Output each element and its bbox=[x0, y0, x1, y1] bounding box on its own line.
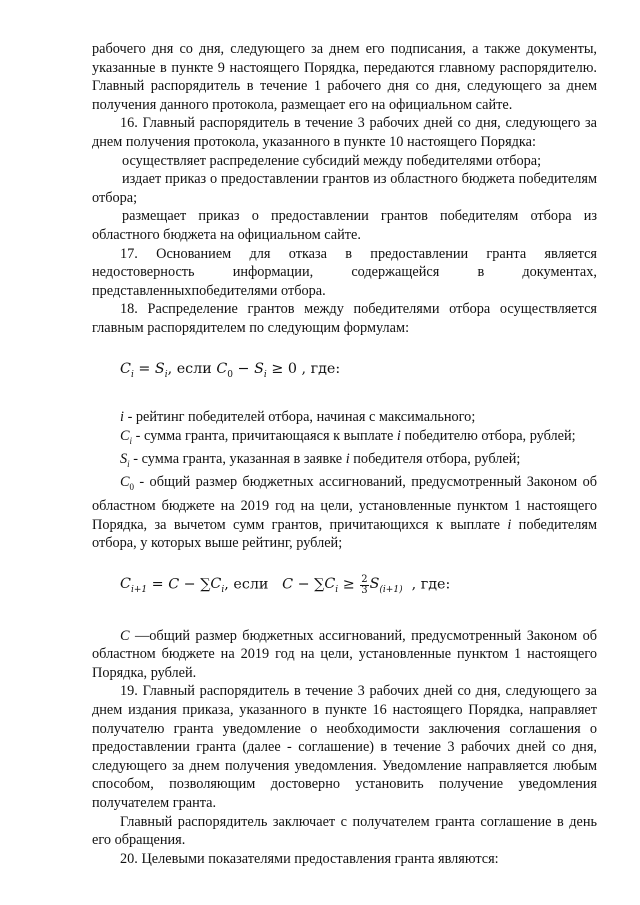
paragraph-16-item-2: издает приказ о предоставлении грантов из областного бюджета победителям отбора; bbox=[92, 171, 597, 206]
paragraph-19: 19. Главный распорядитель в течение 3 рабочих дней со дня, следующего за днем издания приказа, указанного в пункте 16 настоящего Порядка, направляет получателю гранта уведомление о необходимости заключения соглашения о предоставлении гранта (далее - соглашение) в течение 3 рабочих дней со дня, следующего за днем получения уведомления. Уведомление направляется любым способом, позволяющим достоверно установить получение уведомления получателем гранта. bbox=[92, 683, 597, 811]
paragraph-16-item-1: осуществляет распределение субсидий между победителями отбора; bbox=[122, 152, 542, 169]
definition-c0: $C_0$ - общий размер бюджетных ассигнований, предусмотренный Законом об областном бюджете на 2019 год на цели, установленные пунктом 1 настоящего Порядка, за вычетом сумм грантов, причитающихся к выплате i победителям отбора, у которых выше рейтинг, рублей; bbox=[92, 474, 597, 552]
formula-1-suffix: , где: bbox=[301, 360, 341, 377]
formula-2-suffix: , где: bbox=[411, 576, 451, 593]
definition-c: C —общий размер бюджетных ассигнований, предусмотренный Законом об областном бюджете на 2019 год на цели, установленные пунктом 1 настоящего Порядка, рублей. bbox=[92, 627, 598, 681]
paragraph-16: 16. Главный распорядитель в течение 3 рабочих дней со дня, следующего за днем получения протокола, указанного в пункте 10 настоящего Порядка: bbox=[92, 115, 597, 150]
paragraph-19-second: Главный распорядитель заключает с получателем гранта соглашение в день его обращения. bbox=[92, 813, 597, 849]
paragraph-18: 18. Распределение грантов между победителями отбора осуществляется главным распорядителем по следующим формулам: bbox=[92, 301, 597, 336]
paragraph-continuation: рабочего дня со дня, следующего за днем его подписания, а также документы, указанные в пункте 9 настоящего Порядка, передаются главному распорядителю. Главный распорядитель в течение 1 рабочего дня со дня, следующего за днем получения данного протокола, размещает его на официальном сайте. bbox=[92, 41, 597, 113]
document-page bbox=[92, 40, 597, 868]
definition-i: i - рейтинг победителей отбора, начиная с максимального; bbox=[120, 408, 476, 425]
definition-ci: $C_i$ - сумма гранта, причитающаяся к выплате i победителю отбора, рублей; bbox=[120, 427, 576, 446]
paragraph-16-item-3: размещает приказ о предоставлении грантов победителям отбора из областного бюджета на официальном сайте. bbox=[92, 208, 597, 243]
paragraph-17: 17. Основанием для отказа в предоставлении гранта является недостоверность информации, содержащейся в документах, представленныхпобедителями отбора. bbox=[92, 245, 597, 299]
formula-grant-next: $C_{i+1} = C - \sum C_i$, если $C - \sum C_i$ ≥ $\frac{2}{3}$ $S_{(i+1)}$ , где: bbox=[120, 573, 451, 596]
definition-si: $S_i$ - сумма гранта, указанная в заявке i победителя отбора, рублей; bbox=[120, 451, 521, 469]
paragraph-20: 20. Целевыми показателями предоставления гранта являются: bbox=[120, 850, 499, 867]
formula-1-if-word: , если bbox=[167, 360, 212, 377]
fraction-two-thirds: $\frac{2}{3}$ bbox=[361, 573, 368, 596]
formula-grant-base: $C_i = S_i$, если $C_0 - S_i \ge 0$ , где: bbox=[120, 360, 341, 380]
formula-2-if-word: , если bbox=[224, 576, 269, 593]
